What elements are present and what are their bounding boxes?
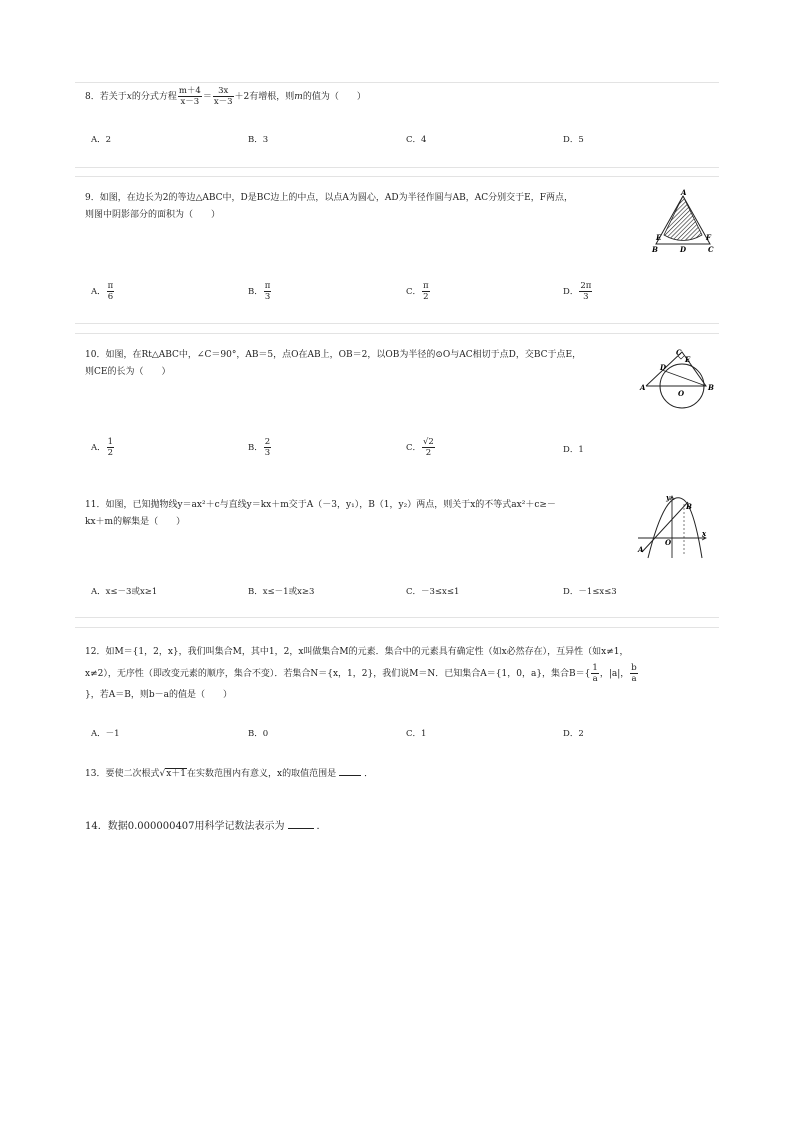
question-8: 8．若关于x的分式方程 $\frac{m+4}{x-3}$ ＝ $\frac{3x}{x-3}$ ＋2有增根，则m的值为（ ） — [85, 86, 366, 107]
figure-label: O — [665, 538, 672, 547]
question-14: 14．数据0.000000407用科学记数法表示为 ． — [85, 821, 327, 832]
figure-label: B — [686, 502, 692, 511]
option-b[interactable]: B．x≤－1或x≥3 — [248, 587, 315, 597]
parabola-figure — [636, 492, 710, 562]
divider — [75, 82, 719, 83]
option-c[interactable]: C． $\frac{√2}{2}$ — [406, 437, 434, 458]
fraction: $\frac{b}{a}$ — [631, 663, 637, 684]
figure-label: D — [680, 245, 687, 254]
answer-blank[interactable] — [288, 820, 314, 829]
question-13: 13．要使二次根式√x＋1在实数范围内有意义，x的取值范围是 ． — [85, 769, 374, 779]
figure-label: B — [652, 245, 658, 254]
option-d[interactable]: D．1 — [563, 445, 584, 455]
option-b[interactable]: B． $\frac{\pi}{3}$ — [248, 281, 271, 302]
option-b[interactable]: B．0 — [248, 729, 269, 739]
option-b[interactable]: B．3 — [248, 135, 269, 145]
divider — [75, 176, 719, 177]
option-a[interactable]: A．－1 — [91, 729, 120, 739]
figure-label: A — [640, 383, 646, 392]
option-c[interactable]: C．4 — [406, 135, 427, 145]
option-c[interactable]: C．1 — [406, 729, 427, 739]
figure-label: E — [685, 355, 691, 364]
triangle-figure — [648, 188, 718, 254]
divider — [75, 627, 719, 628]
option-b[interactable]: B． $\frac{2}{3}$ — [248, 437, 271, 458]
option-d[interactable]: D．－1≤x≤3 — [563, 587, 617, 597]
figure-label: B — [708, 383, 714, 392]
option-d[interactable]: D． $\frac{2\pi}{3}$ — [563, 281, 592, 302]
figure-label: A — [681, 188, 687, 197]
figure-label: x — [702, 529, 707, 538]
question-10: 10．如图，在Rt△ABC中，∠C＝90°，AB＝5，点O在AB上，OB＝2，以OB为半径的⊙O与AC相切于点D，交BC于点E， 则CE的长为（ ） — [85, 350, 582, 377]
option-a[interactable]: A． $\frac{\pi}{6}$ — [91, 281, 114, 302]
figure-label: D — [660, 363, 667, 372]
figure-label: A — [638, 545, 644, 554]
fraction: $\frac{3x}{x-3}$ — [213, 86, 233, 107]
divider — [75, 323, 719, 324]
answer-blank[interactable] — [339, 767, 361, 776]
option-a[interactable]: A．2 — [91, 135, 112, 145]
figure-label: y — [666, 493, 671, 502]
fraction: $\frac{m+4}{x-3}$ — [178, 86, 201, 107]
question-9: 9．如图，在边长为2的等边△ABC中，D是BC边上的中点，以点A为圆心，AD为半径作圆与AB，AC分别交于E，F两点， 则图中阴影部分的面积为（ ） — [85, 193, 573, 220]
question-11: 11．如图，已知抛物线y＝ax²＋c与直线y＝kx＋m交于A（－3，y₁），B（1，y₂）两点，则关于x的不等式ax²＋c≥－ kx＋m的解集是（ ） — [85, 500, 556, 527]
figure-label: O — [678, 389, 685, 398]
figure-label: E — [656, 233, 662, 242]
divider — [75, 333, 719, 334]
option-d[interactable]: D．5 — [563, 135, 584, 145]
divider — [75, 617, 719, 618]
option-c[interactable]: C．－3≤x≤1 — [406, 587, 460, 597]
circle-figure — [636, 346, 718, 414]
option-d[interactable]: D．2 — [563, 729, 584, 739]
figure-label: C — [676, 348, 682, 357]
figure-label: F — [706, 233, 711, 242]
option-a[interactable]: A．x≤－3或x≥1 — [91, 587, 158, 597]
divider — [75, 167, 719, 168]
figure-label: C — [708, 245, 714, 254]
option-a[interactable]: A． $\frac{1}{2}$ — [91, 437, 114, 458]
question-12: 12．如M＝{1，2，x}，我们叫集合M，其中1，2，x叫做集合M的元素．集合中的元素具有确定性（如x必然存在），互异性（如x≠1， x≠2），无序性（即改变元素的顺序，集合不变）．若集合N＝{x，1，2}，我们说M＝N．已知集合A＝{1，0，a}，集合B＝{ $\frac{1}{a}$ ，|a|， $\frac{b}{a}$ }，若A＝B，则b－a的值是（ ） — [85, 647, 637, 700]
option-c[interactable]: C． $\frac{\pi}{2}$ — [406, 281, 429, 302]
fraction: $\frac{1}{a}$ — [592, 663, 598, 684]
